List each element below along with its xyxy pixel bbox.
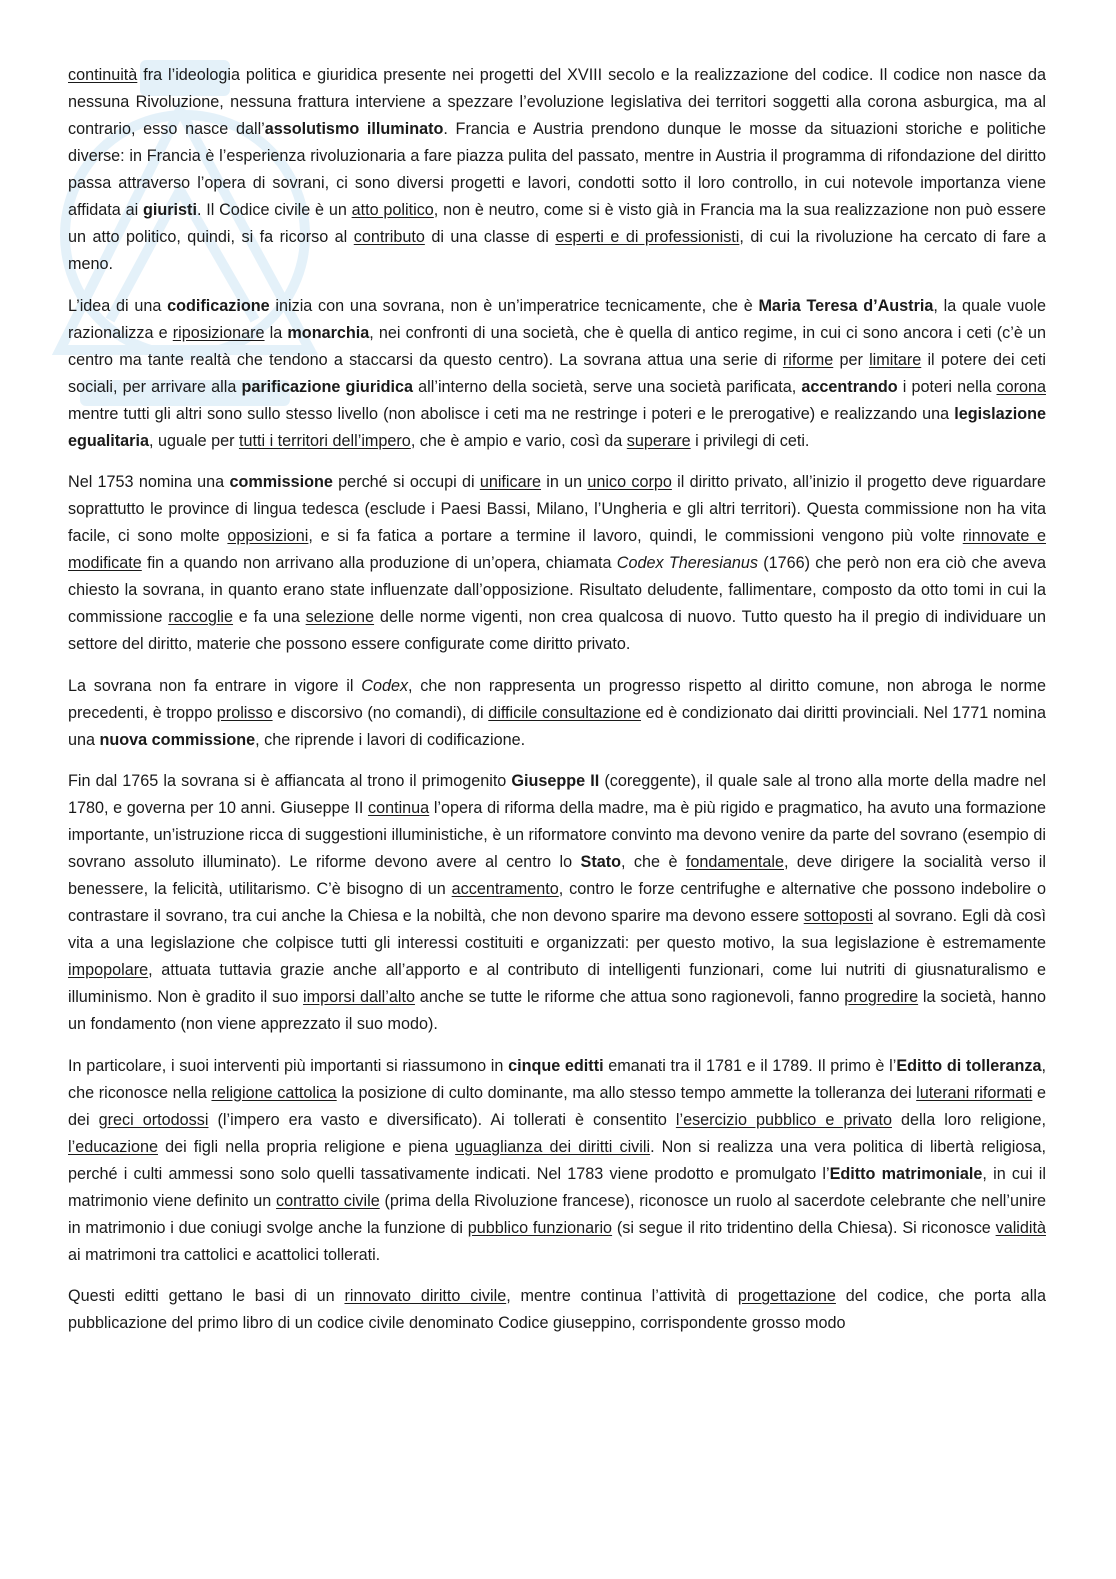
bold-text: Editto matrimoniale xyxy=(829,1164,983,1183)
underlined-text: contratto civile xyxy=(276,1191,380,1210)
text-run: (si segue il rito tridentino della Chiesa). Si riconosce xyxy=(612,1218,996,1237)
text-run: i poteri nella xyxy=(897,377,997,396)
text-run: , in cui il matrimonio viene definito un xyxy=(68,1164,1046,1210)
text-run: , che riprende i lavori di codificazione. xyxy=(255,730,526,749)
bold-text: codificazione xyxy=(167,296,270,315)
underlined-text: unificare xyxy=(479,473,541,491)
text-run: , deve dirigere la socialità verso il benessere, la felicità, utilitarismo. C’è bisogno di un xyxy=(68,853,1046,898)
underlined-text: opposizioni xyxy=(227,527,309,545)
text-run: La sovrana non fa entrare in vigore il xyxy=(68,676,362,695)
underlined-text: superare xyxy=(626,431,691,450)
text-run: il potere dei ceti sociali, per arrivare alla xyxy=(68,350,1046,396)
text-run: , che riconosce nella xyxy=(68,1056,1046,1102)
text-run: ai matrimoni tra cattolici e acattolici tollerati. xyxy=(68,1245,381,1264)
bold-text: accentrando xyxy=(801,377,898,396)
text-run: L’idea di una xyxy=(68,296,168,315)
underlined-text: limitare xyxy=(869,350,922,369)
underlined-text: tutti i territori dell’impero xyxy=(238,431,411,450)
underlined-text: difficile consultazione xyxy=(488,703,642,722)
text-run: la posizione di culto dominante, ma allo stesso tempo ammette la tolleranza dei xyxy=(336,1083,917,1102)
bold-text: cinque editti xyxy=(508,1056,604,1075)
text-run: (prima della Rivoluzione francese), riconosce un ruolo al sacerdote celebrante che nell’unire in matrimonio i due coniugi svolge anche la funzione di xyxy=(68,1191,1046,1237)
bold-text: Stato xyxy=(580,853,622,871)
italic-text: Codex Theresianus xyxy=(616,554,758,572)
text-run: , attuata tuttavia grazie anche all’apporto e al contributo di intelligenti funzionari, come lui nutriti di giusnaturalismo e illuminismo. Non è gradito il suo xyxy=(68,961,1046,1006)
underlined-text: esperti e di professionisti xyxy=(555,228,740,246)
text-run: mentre tutti gli altri sono sullo stesso livello (non abolisce i ceti ma ne restringe i poteri e le prerogative) e realizzando una xyxy=(68,404,955,423)
text-run: In particolare, i suoi interventi più importanti si riassumono in xyxy=(68,1056,509,1075)
text-run: . Il Codice civile è un xyxy=(196,201,352,219)
underlined-text: raccoglie xyxy=(168,608,234,626)
text-run: Nel 1753 nomina una xyxy=(68,473,230,491)
underlined-text: progettazione xyxy=(737,1287,836,1305)
bold-text: parificazione giuridica xyxy=(241,377,414,396)
paragraph-2 xyxy=(68,293,1046,455)
text-run: , la quale vuole razionalizza e xyxy=(68,296,1046,342)
text-run: anche se tutte le riforme che attua sono ragionevoli, fanno xyxy=(414,988,845,1006)
text-run: la xyxy=(264,323,288,342)
bold-text: legislazione egualitaria xyxy=(68,404,1046,450)
text-run: di una classe di xyxy=(424,228,556,246)
text-run: al sovrano. Egli dà così vita a una legislazione che colpisce tutti gli interessi costituiti e organizzati: per questo motivo, la sua legislazione è estremamente xyxy=(68,907,1047,952)
underlined-text: impopolare xyxy=(68,961,149,979)
text-run: (coreggente), il quale sale al trono alla morte della madre nel 1780, e governa per 10 anni. Giuseppe II xyxy=(68,772,1046,817)
text-run: l’opera di riforma della madre, ma è più rigido e pragmatico, ha avuto una formazione importante, un’istruzione ricca di suggestioni illuministiche, è un riformatore convinto ma devono venire da parte del sovrano (esempio di sovrano assoluto illuminato). Le riforme devono avere al centro lo xyxy=(68,799,1046,871)
underlined-text: accentramento xyxy=(451,880,559,898)
text-run: e fa una xyxy=(233,608,306,626)
text-run: all’interno della società, serve una società parificata, xyxy=(413,377,802,396)
underlined-text: rinnovato diritto civile xyxy=(344,1287,507,1305)
text-run: , nei confronti di una società, che è quella di antico regime, in cui ci sono ancora i ceti (c’è un centro ma tante realtà che tendono a staccarsi da questo centro). La sovrana attua una serie di xyxy=(68,323,1046,369)
bold-text: assolutismo illuminato xyxy=(264,120,444,138)
bold-text: commissione xyxy=(229,473,333,491)
underlined-text: selezione xyxy=(305,608,375,626)
underlined-text: religione cattolica xyxy=(211,1083,337,1102)
bold-text: Giuseppe II xyxy=(511,772,600,790)
text-run: . Francia e Austria prendono dunque le mosse da situazioni storiche e politiche diverse: in Francia è l’esperienza rivoluzionaria a fare piazza pulita del passato, mentre in Austria il programma di rifondazione del diritto passa attraverso l’opera di sovrani, ci sono diversi progetti e lavori, condotti sotto il loro controllo, in cui notevole importanza viene affidata ai xyxy=(68,120,1046,219)
text-run: il diritto privato, all’inizio il progetto deve riguardare soprattutto le province di lingua tedesca (esclude i Paesi Bassi, Milano, l’Ungheria e gli altri territori). Questa commissione non ha vita facile, ci sono molte xyxy=(68,473,1046,545)
text-run: , contro le forze centrifughe e alternative che possono indebolire o contrastare il sovrano, tra cui anche la Chiesa e la nobiltà, che non devono sparire ma devono essere xyxy=(68,880,1046,925)
underlined-text: l’educazione xyxy=(68,1137,158,1156)
text-run: in un xyxy=(541,473,588,491)
text-run: della loro religione, xyxy=(891,1110,1046,1129)
text-run: fra l’ideologia politica e giuridica presente nei progetti del XVIII secolo e la realizzazione del codice. Il codice non nasce da nessuna Rivoluzione, nessuna frattura interviene a spezzare l’evoluzione legislativa dei territori soggetti alla corona asburgica, ma al contrario, esso nasce dall’ xyxy=(68,66,1046,138)
underlined-text: unico corpo xyxy=(587,473,672,491)
bold-text: giuristi xyxy=(142,201,197,219)
text-run: e dei xyxy=(68,1083,1046,1129)
bold-text: Editto di tolleranza xyxy=(896,1056,1042,1075)
underlined-text: contributo xyxy=(353,228,425,246)
text-run: , che non rappresenta un progresso rispetto al diritto comune, non abroga le norme precedenti, è troppo xyxy=(68,676,1046,722)
text-run: per xyxy=(833,350,870,369)
text-run: dei figli nella propria religione e piena xyxy=(158,1137,456,1156)
text-run: , non è neutro, come si è visto già in Francia ma la sua realizzazione non può essere un atto politico, quindi, si fa ricorso al xyxy=(68,201,1047,246)
text-run: . Non si realizza una vera politica di libertà religiosa, perché i culti ammessi sono solo quelli tassativamente indicati. Nel 1783 viene prodotto e promulgato l’ xyxy=(68,1137,1046,1183)
paragraph-1 xyxy=(68,62,1046,278)
text-run: e discorsivo (no comandi), di xyxy=(272,703,489,722)
bold-text: Maria Teresa d’Austria xyxy=(758,296,934,315)
text-run: ed è condizionato dai diritti provinciali. Nel 1771 nomina una xyxy=(68,703,1046,749)
paragraph-7 xyxy=(68,1283,1046,1337)
underlined-text: atto politico xyxy=(351,201,434,219)
text-run: , di cui la rivoluzione ha cercato di fare a meno. xyxy=(68,228,1047,273)
underlined-text: riforme xyxy=(782,350,834,369)
underlined-text: corona xyxy=(996,377,1046,396)
bold-text: monarchia xyxy=(287,323,370,342)
text-run: Questi editti gettano le basi di un xyxy=(68,1287,345,1305)
text-run: i privilegi di ceti. xyxy=(690,431,810,450)
underlined-text: greci ortodossi xyxy=(98,1110,209,1129)
underlined-text: validità xyxy=(995,1218,1046,1237)
text-run: , che è ampio e vario, così da xyxy=(410,431,627,450)
underlined-text: fondamentale xyxy=(685,853,784,871)
text-run: , uguale per xyxy=(148,431,239,450)
underlined-text: pubblico funzionario xyxy=(467,1218,613,1237)
underlined-text: riposizionare xyxy=(172,323,265,342)
underlined-text: prolisso xyxy=(216,703,273,722)
paragraph-5 xyxy=(68,768,1046,1038)
underlined-text: sottoposti xyxy=(803,907,873,925)
text-run: Fin dal 1765 la sovrana si è affiancata al trono il primogenito xyxy=(68,772,512,790)
text-run: delle norme vigenti, non crea qualcosa di nuovo. Tutto questo ha il pregio di individuare un settore del diritto, materie che possono essere configurate come diritto privato. xyxy=(68,608,1046,653)
text-run: , mentre continua l’attività di xyxy=(506,1287,738,1305)
text-run: fin a quando non arrivano alla produzione di un’opera, chiamata xyxy=(141,554,617,572)
text-run: inizia con una sovrana, non è un’imperatrice tecnicamente, che è xyxy=(269,296,759,315)
paragraph-6 xyxy=(68,1053,1046,1269)
underlined-text: luterani riformati xyxy=(916,1083,1033,1102)
paragraph-3 xyxy=(68,469,1046,658)
text-run: (1766) che però non era ciò che aveva chiesto la sovrana, in quanto erano state influenzate dall’opposizione. Risultato deludente, fallimentare, composto da otto tomi in cui la commissione xyxy=(68,554,1046,626)
text-run: , che è xyxy=(621,853,686,871)
underlined-text: uguaglianza dei diritti civili xyxy=(455,1137,651,1156)
text-run: perché si occupi di xyxy=(332,473,480,491)
text-run: (l’impero era vasto e diversificato). Ai tollerati è consentito xyxy=(208,1110,676,1129)
underlined-text: rinnovate e modificate xyxy=(68,527,1047,572)
paragraph-4 xyxy=(68,673,1046,754)
bold-text: nuova commissione xyxy=(99,730,256,749)
text-run: la società, hanno un fondamento (non viene apprezzato il suo modo). xyxy=(68,988,1046,1033)
underlined-text: l’esercizio pubblico e privato xyxy=(675,1110,892,1129)
underlined-text: progredire xyxy=(844,988,919,1006)
italic-text: Codex xyxy=(361,676,409,695)
text-run: , e si fa fatica a portare a termine il lavoro, quindi, le commissioni vengono più volte xyxy=(308,527,963,545)
underlined-text: continuità xyxy=(68,66,138,84)
text-run: del codice, che porta alla pubblicazione del primo libro di un codice civile denominato Codice giuseppino, corrispondente grosso modo xyxy=(68,1287,1046,1332)
underlined-text: imporsi dall’alto xyxy=(303,988,415,1006)
document-page xyxy=(68,62,1046,1337)
text-run: emanati tra il 1781 e il 1789. Il primo è l’ xyxy=(603,1056,897,1075)
underlined-text: continua xyxy=(367,799,430,817)
